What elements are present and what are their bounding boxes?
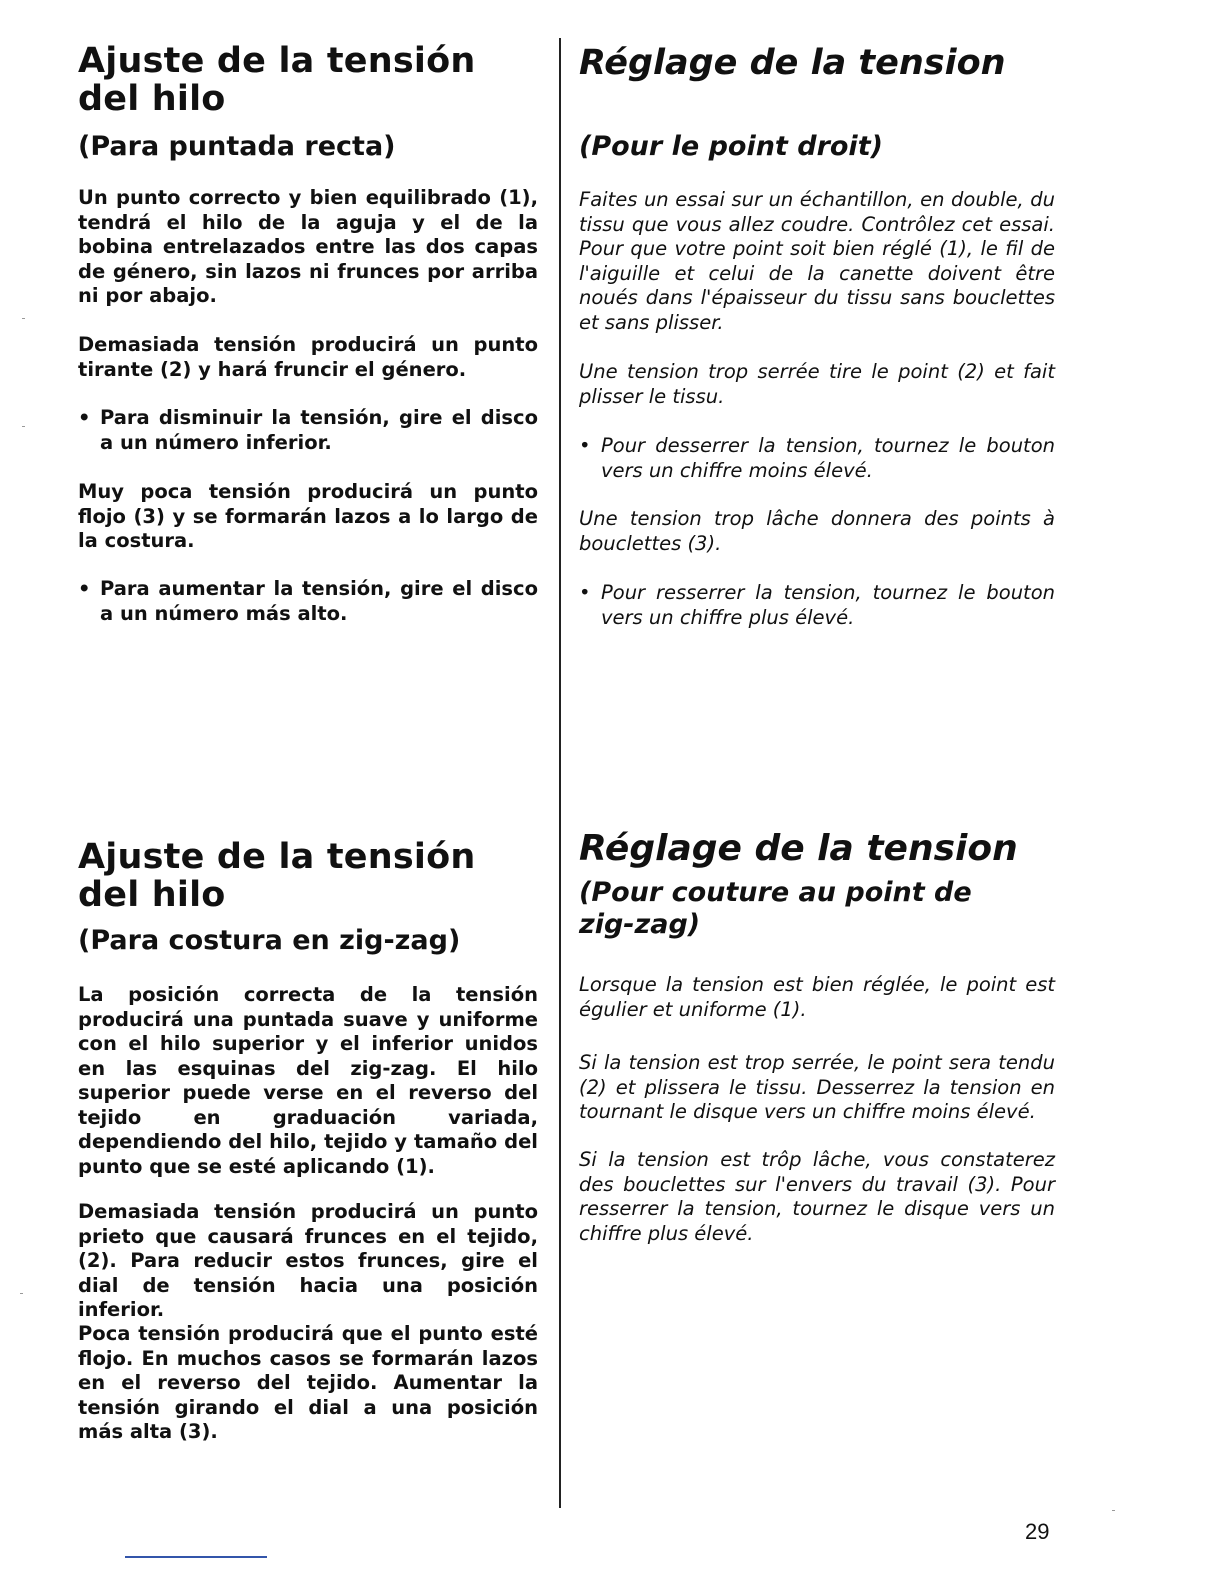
section1-para2-fr: Une tension trop serrée tire le point (2) et fait plisser le tissu. — [579, 360, 1055, 408]
section1-para3-fr: Une tension trop lâche donnera des points à bouclettes (3). — [579, 507, 1055, 555]
bottom-rule — [125, 1556, 267, 1558]
section1-subtitle-fr: (Pour le point droit) — [579, 131, 883, 162]
section1-para2-es: Demasiada tensión producirá un punto tirante (2) y hará fruncir el género. — [78, 333, 538, 381]
section1-para1-fr: Faites un essai sur un échantillon, en double, du tissu que vous allez coudre. Contrôlez cet essai. Pour que votre point soit bien réglé (1), le fil de l'aiguille et celui de la canette doivent être noués dans l'épaisseur du tissu sans bouclettes et sans plisser. — [579, 188, 1055, 334]
scan-speck — [22, 426, 25, 427]
column-divider — [559, 38, 561, 1508]
scan-speck — [20, 1293, 23, 1294]
section1-title-fr: Réglage de la tension — [579, 43, 1006, 83]
section2-para2-es: Demasiada tensión producirá un punto prieto que causará frunces en el tejido, (2). Para reducir estos frunces, gire el dial de tensión hacia una posición inferior. — [78, 1200, 538, 1321]
page-number: 29 — [1025, 1519, 1050, 1544]
section2-para2-fr: Si la tension est trop serrée, le point sera tendu (2) et plissera le tissu. Desserrez la tension en tournant le disque vers un chiffre moins élevé. — [579, 1051, 1055, 1123]
section1-title-es: Ajuste de la tensión del hilo — [78, 41, 476, 119]
section2-para3-fr: Si la tension est trôp lâche, vous constaterez des bouclettes sur l'envers du travail (3). Pour resserrer la tension, tournez le disque vers un chiffre plus élevé. — [579, 1148, 1055, 1245]
section1-para3-es: Muy poca tensión producirá un punto flojo (3) y se formarán lazos a lo largo de la costura. — [78, 480, 538, 552]
section1-bullet2-es: • Para aumentar la tensión, gire el disco a un número más alto. — [78, 577, 538, 626]
section2-para1-es: La posición correcta de la tensión producirá una puntada suave y uniforme con el hilo superior y el inferior unidos en las esquinas del zig-zag. El hilo superior puede verse en el reverso del tejido en graduación variada, dependiendo del hilo, tejido y tamaño del punto que se esté aplicando (1). — [78, 983, 538, 1178]
section2-subtitle-es: (Para costura en zig-zag) — [78, 925, 461, 956]
section1-bullet2-fr: • Pour resserrer la tension, tournez le bouton vers un chiffre plus élevé. — [579, 581, 1055, 630]
section2-title-fr: Réglage de la tension — [579, 828, 1018, 869]
section1-para1-es: Un punto correcto y bien equilibrado (1), tendrá el hilo de la aguja y el de la bobina entrelazados entre las dos capas de género, sin lazos ni frunces por arriba ni por abajo. — [78, 186, 538, 307]
section1-subtitle-es: (Para puntada recta) — [78, 131, 396, 162]
scan-speck — [22, 318, 25, 319]
section2-subtitle-fr: (Pour couture au point de zig-zag) — [579, 877, 972, 940]
section1-bullet1-es: • Para disminuir la tensión, gire el disco a un número inferior. — [78, 406, 538, 455]
section2-title-es: Ajuste de la tensión del hilo — [78, 837, 476, 915]
section1-bullet1-fr: • Pour desserrer la tension, tournez le bouton vers un chiffre moins élevé. — [579, 434, 1055, 483]
section2-para1-fr: Lorsque la tension est bien réglée, le point est égulier et uniforme (1). — [579, 973, 1055, 1021]
section2-para3-es: Poca tensión producirá que el punto esté flojo. En muchos casos se formarán lazos en el reverso del tejido. Aumentar la tensión girando el dial a una posición más alta (3). — [78, 1322, 538, 1443]
scan-speck — [1112, 1510, 1115, 1511]
